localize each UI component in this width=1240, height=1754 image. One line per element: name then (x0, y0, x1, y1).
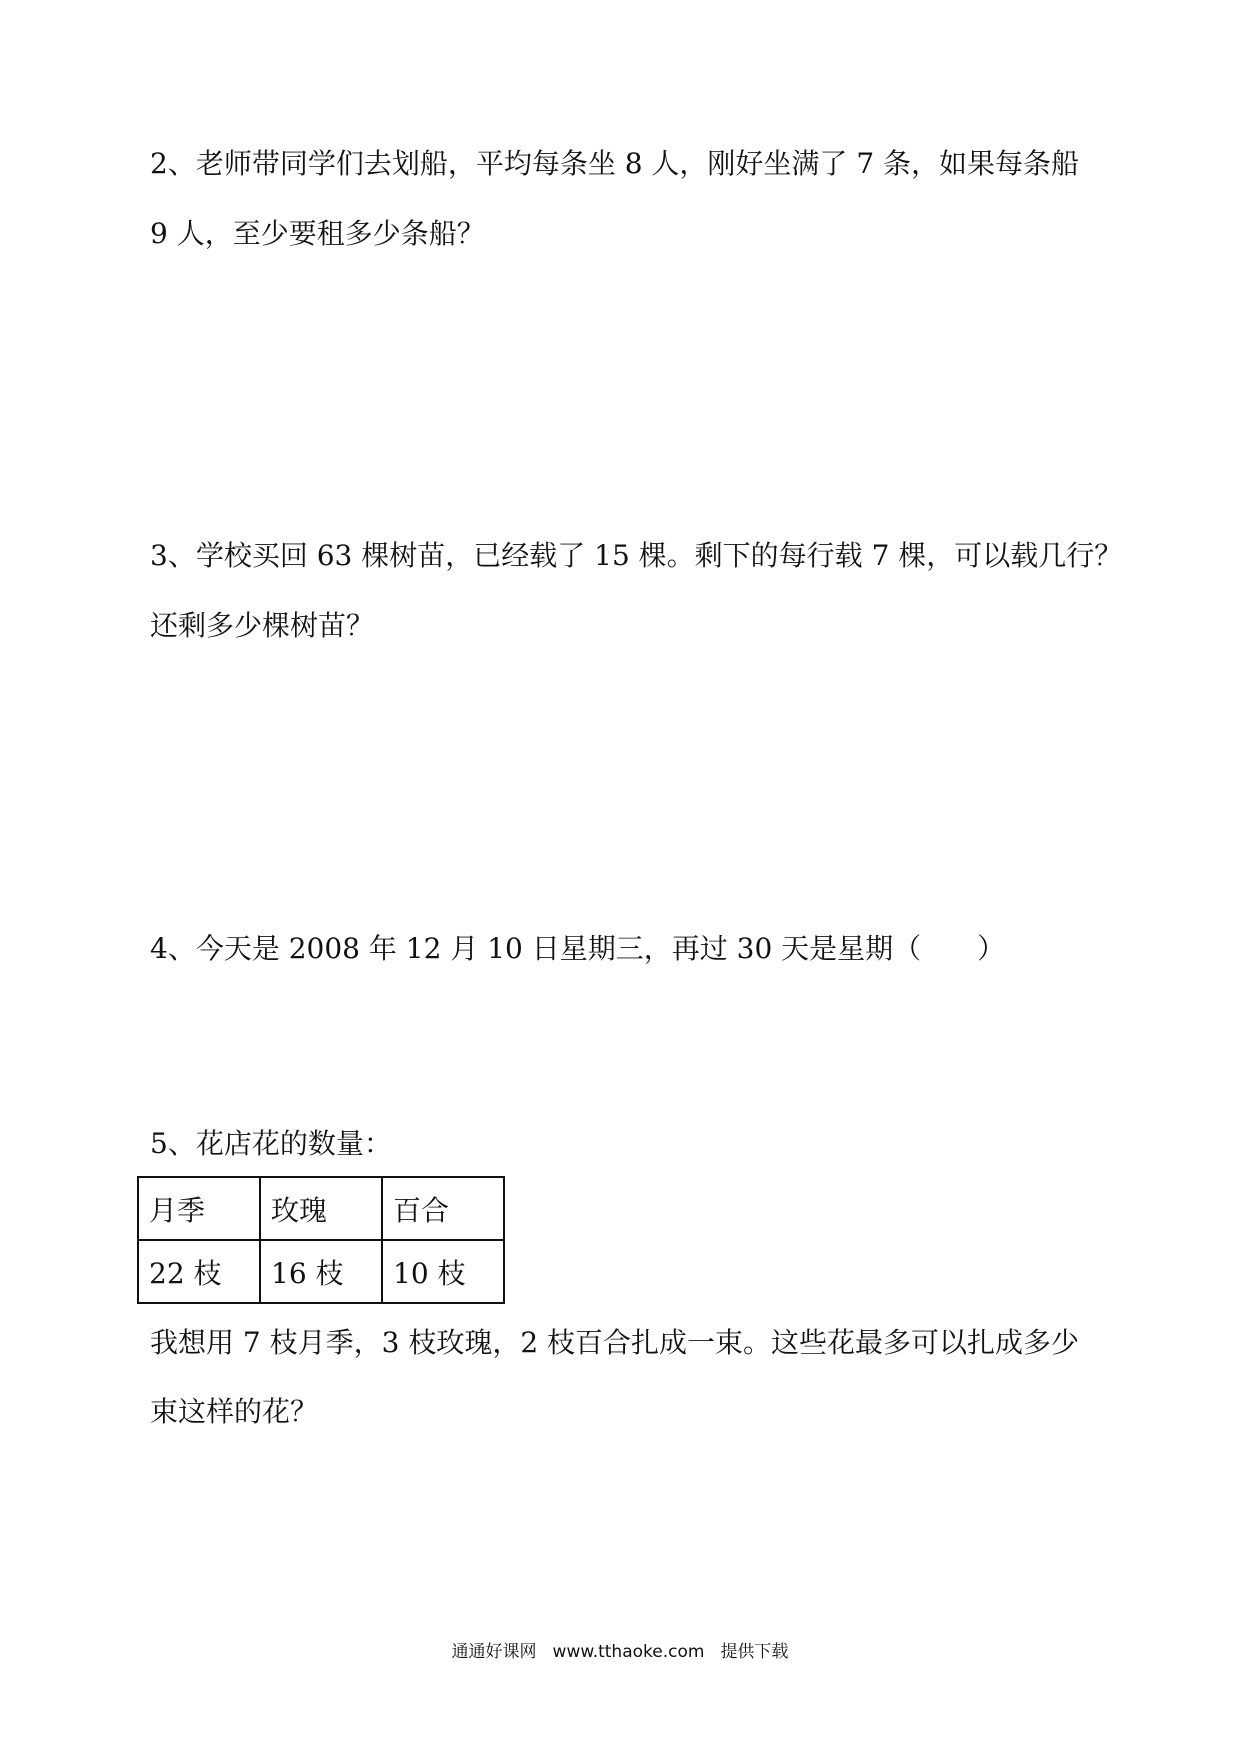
table-cell-value-lily: 10 枝 (382, 1240, 504, 1303)
table-value-row (138, 1240, 504, 1303)
page-footer (0, 1640, 1240, 1664)
footer-url: www.tthaoke.com (552, 1642, 705, 1662)
table-header-row (138, 1177, 504, 1240)
question-5-title: 5、花店花的数量： (150, 1127, 392, 1160)
question-5-line-2: 束这样的花？ (150, 1395, 319, 1428)
table-cell-header-rose-chinese: 月季 (138, 1177, 260, 1240)
question-3-line-2: 还剩多少棵树苗？ (150, 609, 375, 642)
question-2-line-1: 2、老师带同学们去划船，平均每条坐 8 人，刚好坐满了 7 条，如果每条船 (150, 147, 1080, 180)
table-cell-value-rose-chinese: 22 枝 (138, 1240, 260, 1303)
footer-suffix: 提供下载 (720, 1642, 789, 1662)
question-3-line-1: 3、学校买回 63 棵树苗，已经载了 15 棵。剩下的每行载 7 棵，可以载几行？ (150, 539, 1123, 572)
question-5-line-1: 我想用 7 枝月季，3 枝玫瑰，2 枝百合扎成一束。这些花最多可以扎成多少 (150, 1326, 1080, 1359)
question-2-line-2: 9 人，至少要租多少条船？ (150, 217, 485, 250)
flower-count-table (137, 1176, 505, 1304)
footer-site-name: 通通好课网 (451, 1642, 537, 1662)
question-4-line-1: 4、今天是 2008 年 12 月 10 日星期三，再过 30 天是星期（ ） (150, 932, 1006, 965)
table-cell-value-rose: 16 枝 (260, 1240, 382, 1303)
table-cell-header-lily: 百合 (382, 1177, 504, 1240)
table-cell-header-rose: 玫瑰 (260, 1177, 382, 1240)
